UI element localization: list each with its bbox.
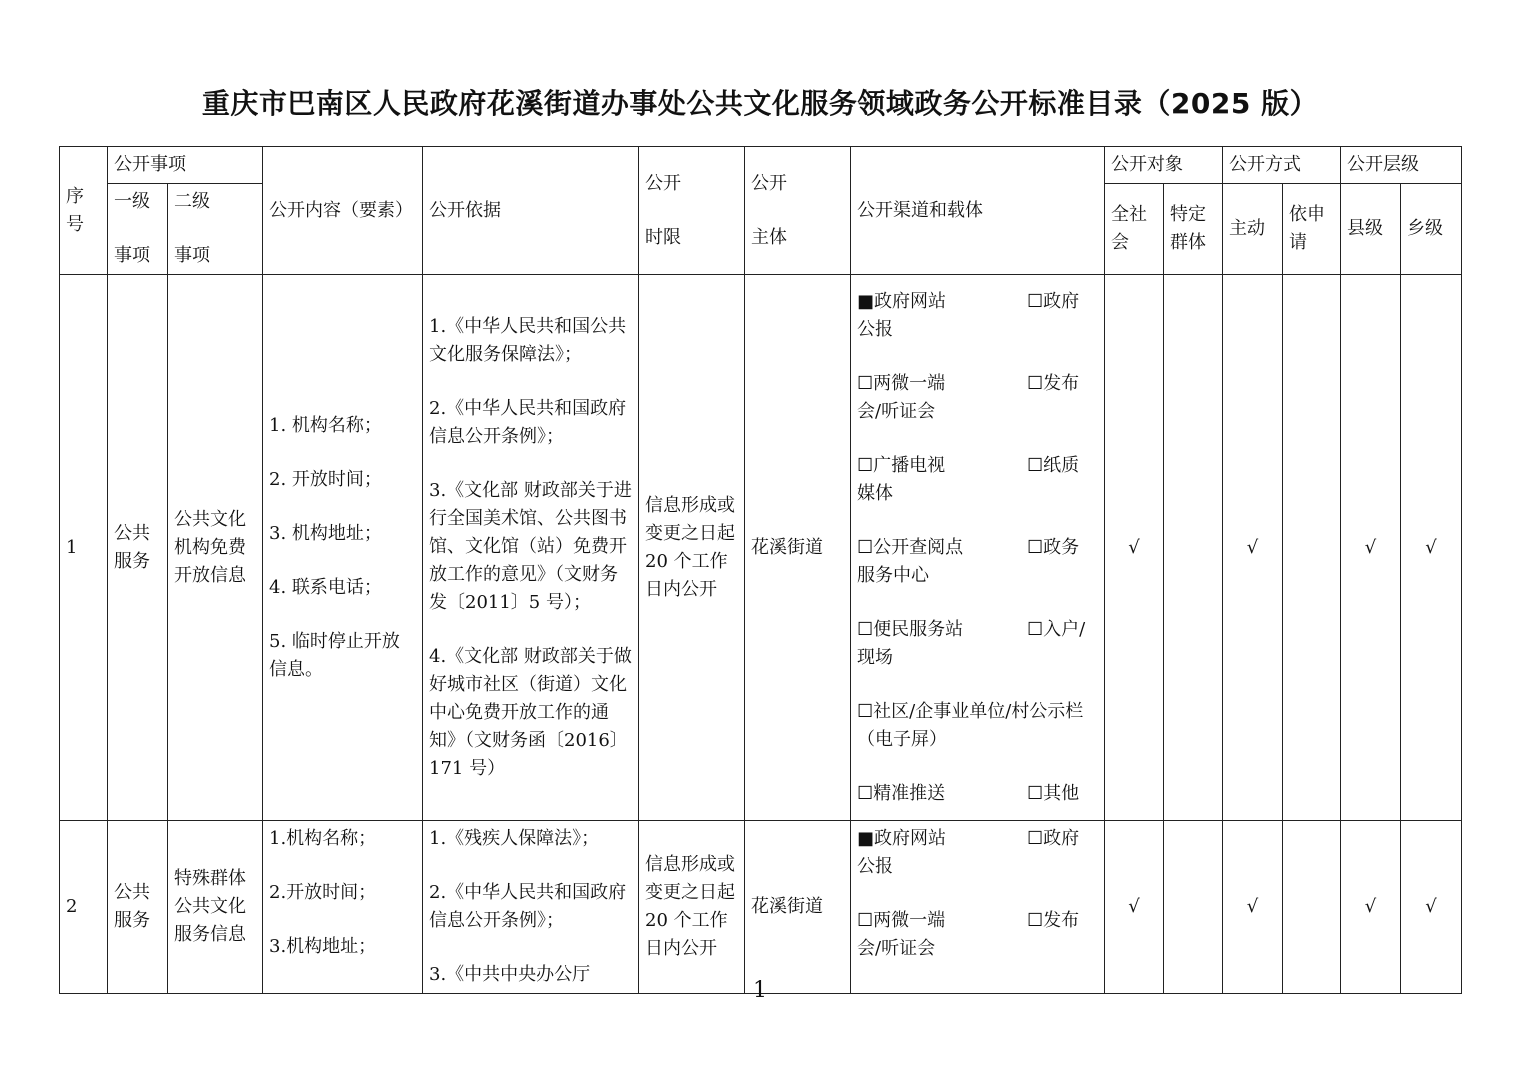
header-target-group: 特定 群体	[1164, 184, 1223, 275]
header-level1: 一级 事项	[108, 184, 168, 275]
row-time: 信息形成或变更之日起 20 个工作日内公开	[639, 275, 745, 821]
header-method: 公开方式	[1223, 147, 1341, 184]
row-basis: 1.《中华人民共和国公共文化服务保障法》； 2.《中华人民共和国政府信息公开条例》； 3.《文化部 财政部关于进行全国美术馆、公共图书馆、文化馆（站）免费开放工作的意见》（文财务发〔2011〕5 号）； 4.《文化部 财政部关于做好城市社区（街道）文化中心免费开放工作的通知》（文财务函〔2016〕171 号）	[423, 275, 639, 821]
header-basis: 公开依据	[423, 147, 639, 275]
row-seq: 1	[60, 275, 108, 821]
row-channels: ■政府网站 ☐政府 公报 ☐两微一端 ☐发布 会/听证会	[851, 821, 1105, 994]
header-matter: 公开事项	[108, 147, 263, 184]
row-basis: 1.《残疾人保障法》； 2.《中华人民共和国政府信息公开条例》； 3.《中共中央办公厅	[423, 821, 639, 994]
row-subject: 花溪街道	[745, 275, 851, 821]
row-target-group	[1164, 275, 1223, 821]
row-level1: 公共 服务	[108, 275, 168, 821]
row-time: 信息形成或变更之日起 20 个工作日内公开	[639, 821, 745, 994]
row-target-group	[1164, 821, 1223, 994]
table-row	[60, 275, 1462, 821]
header-level2: 二级 事项	[168, 184, 263, 275]
header-channel: 公开渠道和载体	[851, 147, 1105, 275]
header-target-all: 全社 会	[1105, 184, 1164, 275]
header-seq: 序 号	[60, 147, 108, 275]
row-level-town: √	[1401, 821, 1462, 994]
row-seq: 2	[60, 821, 108, 994]
row-method-active: √	[1223, 275, 1283, 821]
catalog-table	[59, 146, 1462, 994]
header-time: 公开 时限	[639, 147, 745, 275]
row-method-active: √	[1223, 821, 1283, 994]
row-level-town: √	[1401, 275, 1462, 821]
header-content: 公开内容（要素）	[263, 147, 423, 275]
row-subject: 花溪街道	[745, 821, 851, 994]
header-target: 公开对象	[1105, 147, 1223, 184]
page-number: 1	[753, 978, 767, 1003]
row-level2: 特殊群体 公共文化 服务信息	[168, 821, 263, 994]
row-target-all: √	[1105, 275, 1164, 821]
header-level: 公开层级	[1341, 147, 1462, 184]
row-level-county: √	[1341, 821, 1401, 994]
row-target-all: √	[1105, 821, 1164, 994]
header-level-county: 县级	[1341, 184, 1401, 275]
row-method-apply	[1283, 275, 1341, 821]
document-title: 重庆市巴南区人民政府花溪街道办事处公共文化服务领域政务公开标准目录（2025 版）	[201, 87, 1319, 120]
row-level-county: √	[1341, 275, 1401, 821]
header-level-town: 乡级	[1401, 184, 1462, 275]
row-content: 1. 机构名称； 2. 开放时间； 3. 机构地址； 4. 联系电话； 5. 临时停止开放信息。	[263, 275, 423, 821]
row-method-apply	[1283, 821, 1341, 994]
header-method-active: 主动	[1223, 184, 1283, 275]
row-channels: ■政府网站 ☐政府 公报 ☐两微一端 ☐发布 会/听证会 ☐广播电视 ☐纸质 媒体 ☐公开查阅点 ☐政务 服务中心 ☐便民服务站 ☐入户/ 现场 ☐社区/企事业单位/村公示栏（电子屏） ☐精准推送 ☐其他	[851, 275, 1105, 821]
row-content: 1.机构名称； 2.开放时间； 3.机构地址；	[263, 821, 423, 994]
row-level2: 公共文化 机构免费 开放信息	[168, 275, 263, 821]
row-level1: 公共 服务	[108, 821, 168, 994]
header-method-apply: 依申 请	[1283, 184, 1341, 275]
table-row	[60, 821, 1462, 994]
header-subject: 公开 主体	[745, 147, 851, 275]
